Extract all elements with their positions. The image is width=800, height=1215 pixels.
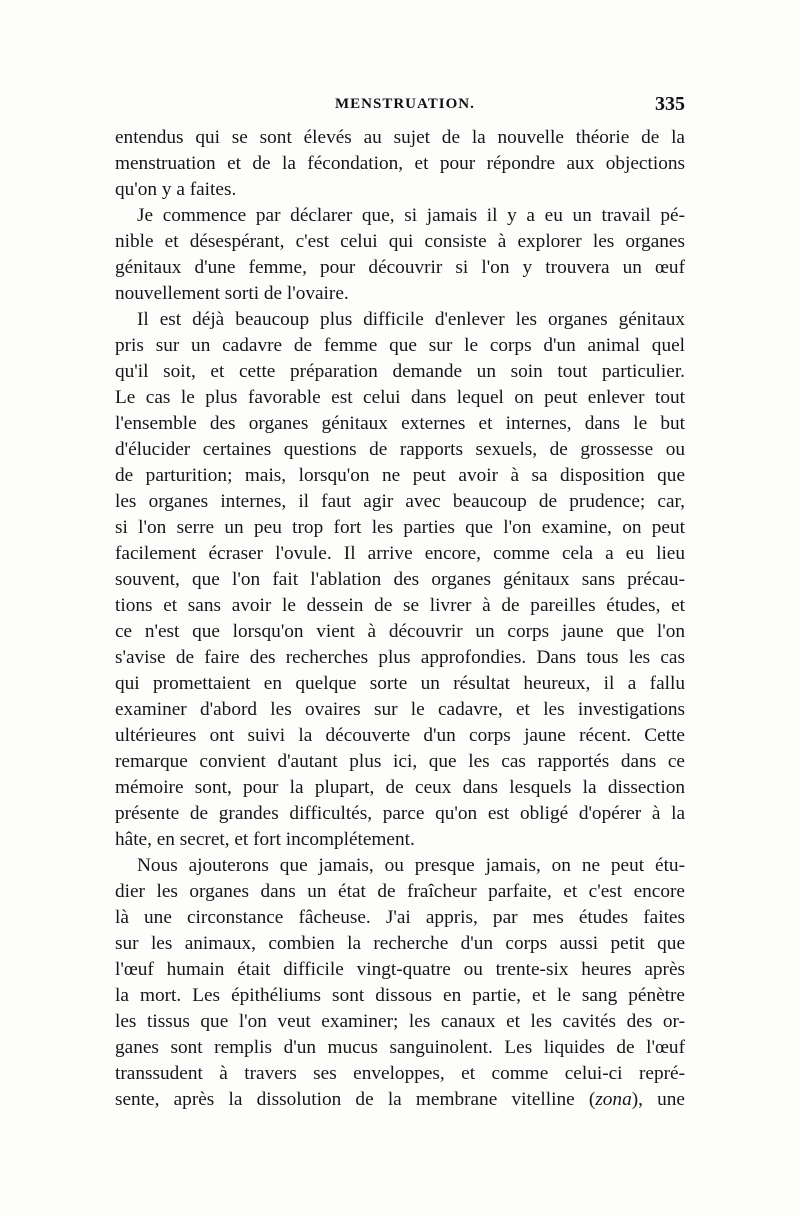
text-line: sente, après la dissolution de la membrane vitelline (zona), une — [115, 1089, 685, 1110]
text-line: dier les organes dans un état de fraîcheur parfaite, et c'est encore — [115, 881, 685, 902]
text-line: qu'on y a faites. — [115, 179, 237, 200]
text-line: là une circonstance fâcheuse. J'ai appris, par mes études faites — [115, 907, 685, 928]
body-text — [115, 125, 685, 1113]
text-line: souvent, que l'on fait l'ablation des organes génitaux sans précau- — [115, 569, 685, 590]
text-line: ce n'est que lorsqu'on vient à découvrir un corps jaune que l'on — [115, 621, 685, 642]
text-line: s'avise de faire des recherches plus approfondies. Dans tous les cas — [115, 647, 685, 668]
text-line: qu'il soit, et cette préparation demande un soin tout particulier. — [115, 361, 685, 382]
text-line: Le cas le plus favorable est celui dans lequel on peut enlever tout — [115, 387, 685, 408]
text-line: menstruation et de la fécondation, et pour répondre aux objections — [115, 153, 685, 174]
text-line: pris sur un cadavre de femme que sur le corps d'un animal quel — [115, 335, 685, 356]
text-line: de parturition; mais, lorsqu'on ne peut avoir à sa disposition que — [115, 465, 685, 486]
text-line: sur les animaux, combien la recherche d'un corps aussi petit que — [115, 933, 685, 954]
text-line: qui promettaient en quelque sorte un résultat heureux, il a fallu — [115, 673, 685, 694]
text-line: l'œuf humain était difficile vingt-quatre ou trente-six heures après — [115, 959, 685, 980]
text-line: examiner d'abord les ovaires sur le cadavre, et les investigations — [115, 699, 685, 720]
text-line: nible et désespérant, c'est celui qui consiste à explorer les organes — [115, 231, 685, 252]
italic-term: zona — [595, 1089, 632, 1110]
text-line: d'élucider certaines questions de rapports sexuels, de grossesse ou — [115, 439, 685, 460]
page-header — [115, 93, 685, 124]
text-line: l'ensemble des organes génitaux externes et internes, dans le but — [115, 413, 685, 434]
text-line: mémoire sont, pour la plupart, de ceux dans lesquels la dissection — [115, 777, 685, 798]
text-line: hâte, en secret, et fort incomplétement. — [115, 829, 415, 850]
text-line: Il est déjà beaucoup plus difficile d'enlever les organes génitaux — [137, 309, 685, 330]
text-line: présente de grandes difficultés, parce qu'on est obligé d'opérer à la — [115, 803, 685, 824]
text-line: entendus qui se sont élevés au sujet de la nouvelle théorie de la — [115, 127, 685, 148]
text-line: transsudent à travers ses enveloppes, et comme celui-ci repré- — [115, 1063, 685, 1084]
page-number: 335 — [655, 93, 685, 115]
running-head: MENSTRUATION. — [335, 96, 475, 112]
text-line: les organes internes, il faut agir avec beaucoup de prudence; car, — [115, 491, 685, 512]
text-line: remarque convient d'autant plus ici, que les cas rapportés dans ce — [115, 751, 685, 772]
text-line: Je commence par déclarer que, si jamais il y a eu un travail pé- — [137, 205, 685, 226]
text-line: ganes sont remplis d'un mucus sanguinolent. Les liquides de l'œuf — [115, 1037, 685, 1058]
text-line: génitaux d'une femme, pour découvrir si l'on y trouvera un œuf — [115, 257, 685, 278]
text-line: nouvellement sorti de l'ovaire. — [115, 283, 349, 304]
text-line: la mort. Les épithéliums sont dissous en partie, et le sang pénètre — [115, 985, 685, 1006]
text-line: Nous ajouterons que jamais, ou presque jamais, on ne peut étu- — [137, 855, 685, 876]
text-line: ultérieures ont suivi la découverte d'un corps jaune récent. Cette — [115, 725, 685, 746]
text-line: facilement écraser l'ovule. Il arrive encore, comme cela a eu lieu — [115, 543, 685, 564]
text-line: si l'on serre un peu trop fort les parties que l'on examine, on peut — [115, 517, 685, 538]
text-line: les tissus que l'on veut examiner; les canaux et les cavités des or- — [115, 1011, 685, 1032]
text-line: tions et sans avoir le dessein de se livrer à de pareilles études, et — [115, 595, 685, 616]
